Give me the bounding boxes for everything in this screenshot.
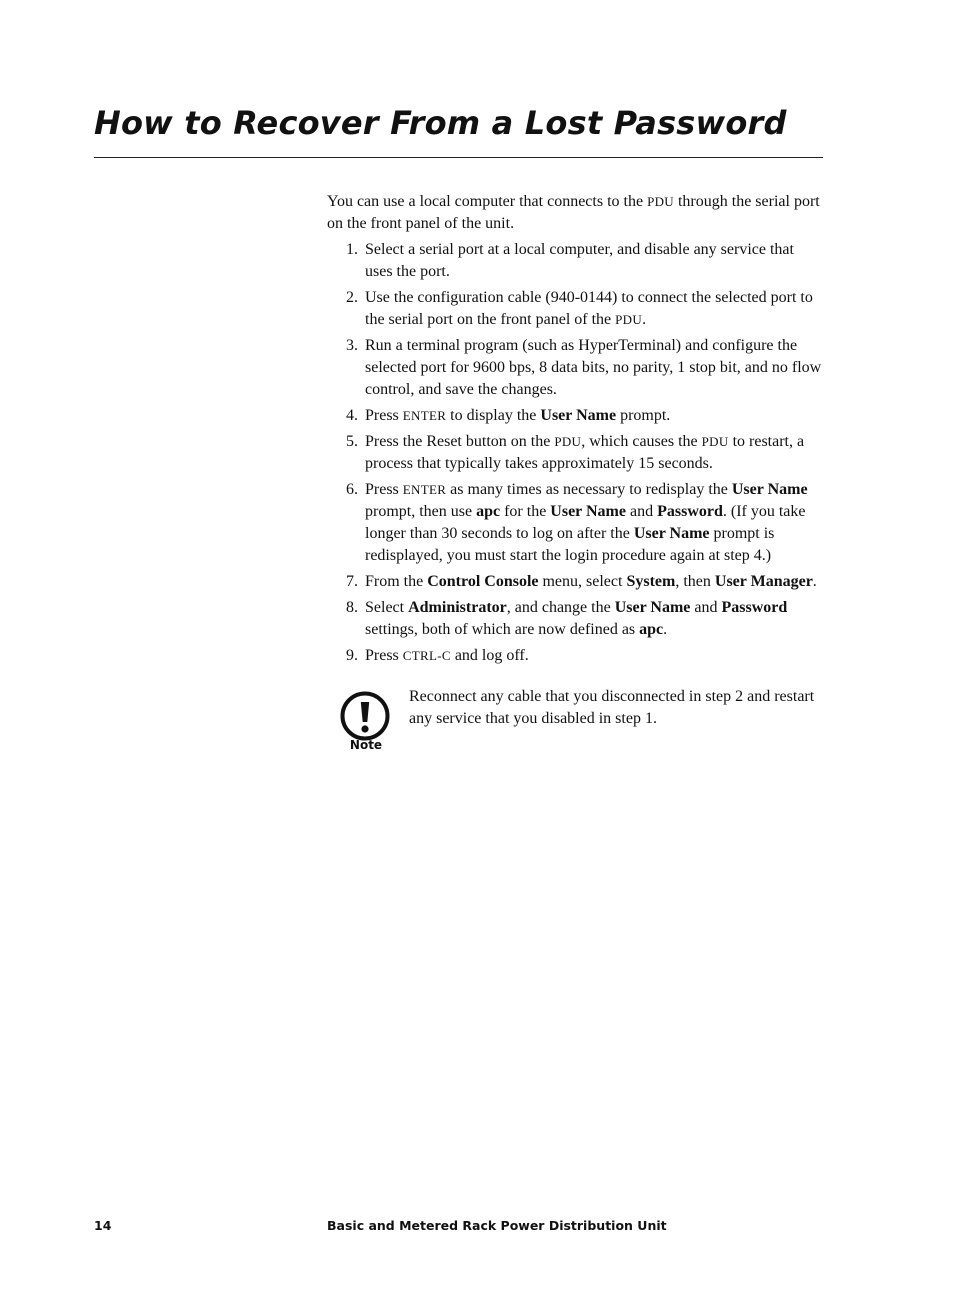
procedure-steps	[327, 239, 823, 667]
step-text: Press	[365, 407, 403, 424]
step-item-8	[327, 597, 823, 641]
pdu-term: PDU	[615, 312, 643, 327]
step-item-9	[327, 645, 823, 667]
step-number: 1.	[346, 241, 358, 258]
user-name-term: User Name	[731, 481, 808, 498]
step-text: Press	[365, 481, 403, 498]
step-text: , and change the	[506, 599, 615, 616]
intro-paragraph	[327, 191, 823, 235]
apc-term: apc	[476, 503, 501, 520]
step-text: Run a terminal program (such as HyperTerminal) and configure the selected port for 9600 bps, 8 data bits, no parity, 1 stop bit, and no flow control, and save the changes.	[365, 337, 822, 398]
step-item-6	[327, 479, 823, 567]
user-name-term: User Name	[550, 503, 626, 520]
step-text: to display the	[446, 407, 541, 424]
step-text: .	[812, 573, 817, 590]
step-text: for the	[500, 503, 551, 520]
step-number: 5.	[346, 433, 358, 450]
step-number: 3.	[346, 337, 358, 354]
enter-key: ENTER	[402, 408, 447, 423]
user-name-term: User Name	[633, 525, 710, 542]
step-text: Press	[365, 647, 403, 664]
step-text: From the	[365, 573, 428, 590]
step-text: Use the configuration cable (940-0144) to connect the selected port to the serial port on the front panel of the	[365, 289, 813, 328]
pdu-term: PDU	[701, 434, 729, 449]
step-text: .	[663, 621, 668, 638]
note-text: Reconnect any cable that you disconnected in step 2 and restart any service that you disabled in step 1.	[409, 688, 815, 727]
step-item-2	[327, 287, 823, 331]
ctrl-c-key: CTRL-C	[402, 648, 451, 663]
password-term: Password	[657, 503, 723, 520]
step-text: settings, both of which are now defined as	[365, 621, 640, 638]
step-item-1	[327, 239, 823, 283]
step-text: and	[625, 503, 658, 520]
page-number: 14	[94, 1218, 112, 1233]
main-content	[327, 191, 823, 758]
intro-text-2: through the serial port on the front panel of the unit.	[327, 193, 820, 232]
step-text: prompt, then use	[365, 503, 477, 520]
step-number: 6.	[346, 481, 358, 498]
step-text: menu, select	[538, 573, 627, 590]
user-manager-term: User Manager	[714, 573, 813, 590]
step-item-5	[327, 431, 823, 475]
intro-text-1: You can use a local computer that connects to the	[327, 193, 648, 210]
step-item-3	[327, 335, 823, 401]
step-number: 7.	[346, 573, 358, 590]
note-callout	[327, 686, 823, 758]
system-term: System	[626, 573, 676, 590]
step-number: 4.	[346, 407, 358, 424]
password-term: Password	[721, 599, 788, 616]
user-name-term: User Name	[614, 599, 691, 616]
document-title: Basic and Metered Rack Power Distribution Unit	[327, 1218, 667, 1233]
step-text: .	[642, 311, 647, 328]
enter-key: ENTER	[402, 482, 447, 497]
step-text: prompt is redisplayed, you must start the login procedure again at step 4.)	[365, 525, 775, 564]
control-console-term: Control Console	[427, 573, 539, 590]
step-text: to restart, a process that typically takes approximately 15 seconds.	[365, 433, 805, 472]
step-text: as many times as necessary to redisplay the	[446, 481, 732, 498]
step-text: Press the Reset button on the	[365, 433, 555, 450]
step-item-4	[327, 405, 823, 427]
step-number: 2.	[346, 289, 358, 306]
step-text: Select a serial port at a local computer, and disable any service that uses the port.	[365, 241, 794, 280]
administrator-term: Administrator	[408, 599, 507, 616]
step-text: and	[690, 599, 722, 616]
step-item-7	[327, 571, 823, 593]
step-text: , which causes the	[581, 433, 702, 450]
apc-term: apc	[639, 621, 664, 638]
step-text: prompt.	[616, 407, 671, 424]
note-label: Note	[349, 738, 383, 752]
pdu-term: PDU	[554, 434, 582, 449]
step-number: 9.	[346, 647, 358, 664]
page-title: How to Recover From a Lost Password	[94, 104, 787, 142]
pdu-term: PDU	[647, 194, 674, 209]
step-text: , then	[675, 573, 715, 590]
title-divider	[94, 157, 823, 158]
step-text: and log off.	[450, 647, 529, 664]
step-number: 8.	[346, 599, 358, 616]
user-name-term: User Name	[540, 407, 617, 424]
step-text: . (If you take longer than 30 seconds to log on after the	[365, 503, 806, 542]
step-text: Select	[365, 599, 409, 616]
exclamation-icon	[340, 691, 390, 741]
